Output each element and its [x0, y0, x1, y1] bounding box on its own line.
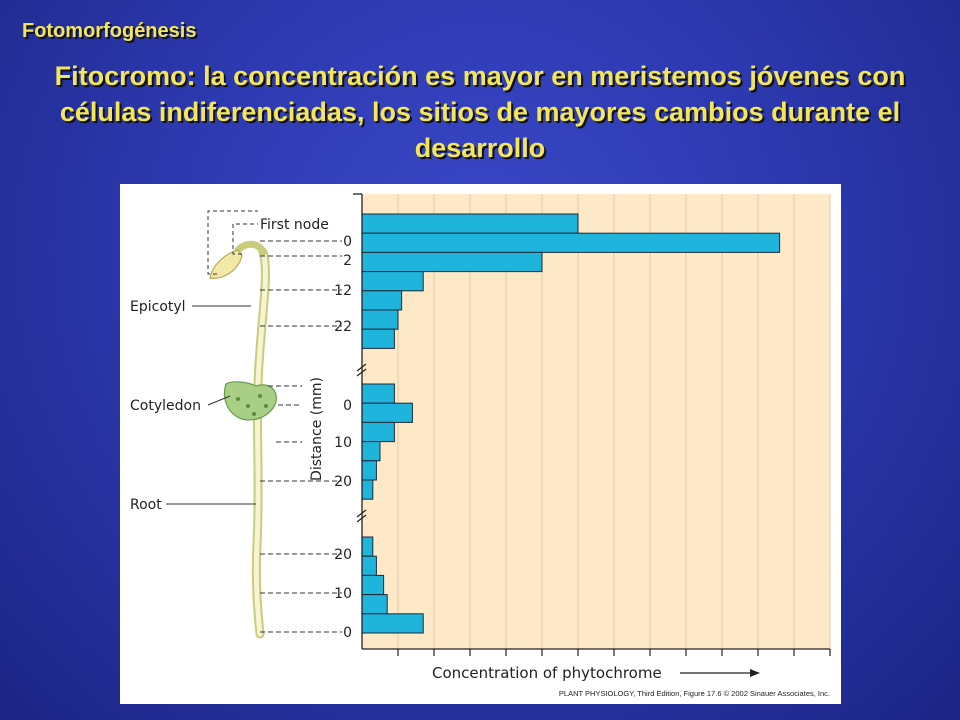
bar-epicotyl-0 — [362, 214, 578, 233]
bar-cotyledon-1 — [362, 403, 412, 422]
bar-root-3 — [362, 595, 387, 614]
tick-label-epicotyl-12: 12 — [334, 283, 352, 299]
bar-root-0 — [362, 537, 373, 556]
tick-label-epicotyl-2: 2 — [343, 253, 352, 269]
label-cotyledon: Cotyledon — [130, 398, 201, 414]
bar-cotyledon-5 — [362, 480, 373, 499]
tick-label-root-20: 20 — [334, 547, 352, 563]
tick-label-epicotyl-22: 22 — [334, 319, 352, 335]
bar-epicotyl-2 — [362, 252, 542, 271]
x-axis-arrow — [680, 669, 760, 677]
label-epicotyl: Epicotyl — [130, 299, 186, 315]
label-root: Root — [130, 497, 162, 513]
distance-guides — [260, 241, 342, 632]
tick-label-cotyledon-0: 0 — [343, 398, 352, 414]
x-axis-title: Concentration of phytochrome — [432, 664, 662, 682]
bar-epicotyl-5 — [362, 310, 398, 329]
phytochrome-figure — [120, 184, 841, 704]
tick-label-epicotyl-0: 0 — [343, 234, 352, 250]
bar-epicotyl-4 — [362, 291, 402, 310]
tick-label-root-0: 0 — [343, 625, 352, 641]
bar-root-1 — [362, 556, 376, 575]
tick-label-cotyledon-10: 10 — [334, 435, 352, 451]
bar-epicotyl-1 — [362, 233, 780, 252]
bar-cotyledon-0 — [362, 384, 394, 403]
tick-label-cotyledon-20: 20 — [334, 474, 352, 490]
cotyledon-drawing — [224, 382, 276, 420]
y-axis-title: Distance (mm) — [309, 377, 325, 481]
slide-title: Fitocromo: la concentración es mayor en meristemos jóvenes con células indiferenciadas, los sitios de mayores cambios durante el desarrollo — [54, 61, 906, 163]
label-first-node: First node — [260, 217, 329, 233]
tick-label-root-10: 10 — [334, 586, 352, 602]
bar-cotyledon-4 — [362, 461, 376, 480]
figure-credit: PLANT PHYSIOLOGY, Third Edition, Figure 17.6 © 2002 Sinauer Associates, Inc. — [558, 689, 830, 698]
figure-panel — [120, 184, 841, 704]
seedling-illustration — [210, 244, 276, 634]
bar-root-4 — [362, 614, 423, 633]
bar-epicotyl-3 — [362, 272, 423, 291]
bar-cotyledon-2 — [362, 422, 394, 441]
bar-root-2 — [362, 575, 384, 594]
bar-epicotyl-6 — [362, 329, 394, 348]
bar-cotyledon-3 — [362, 442, 380, 461]
section-label: Fotomorfogénesis — [22, 20, 197, 42]
